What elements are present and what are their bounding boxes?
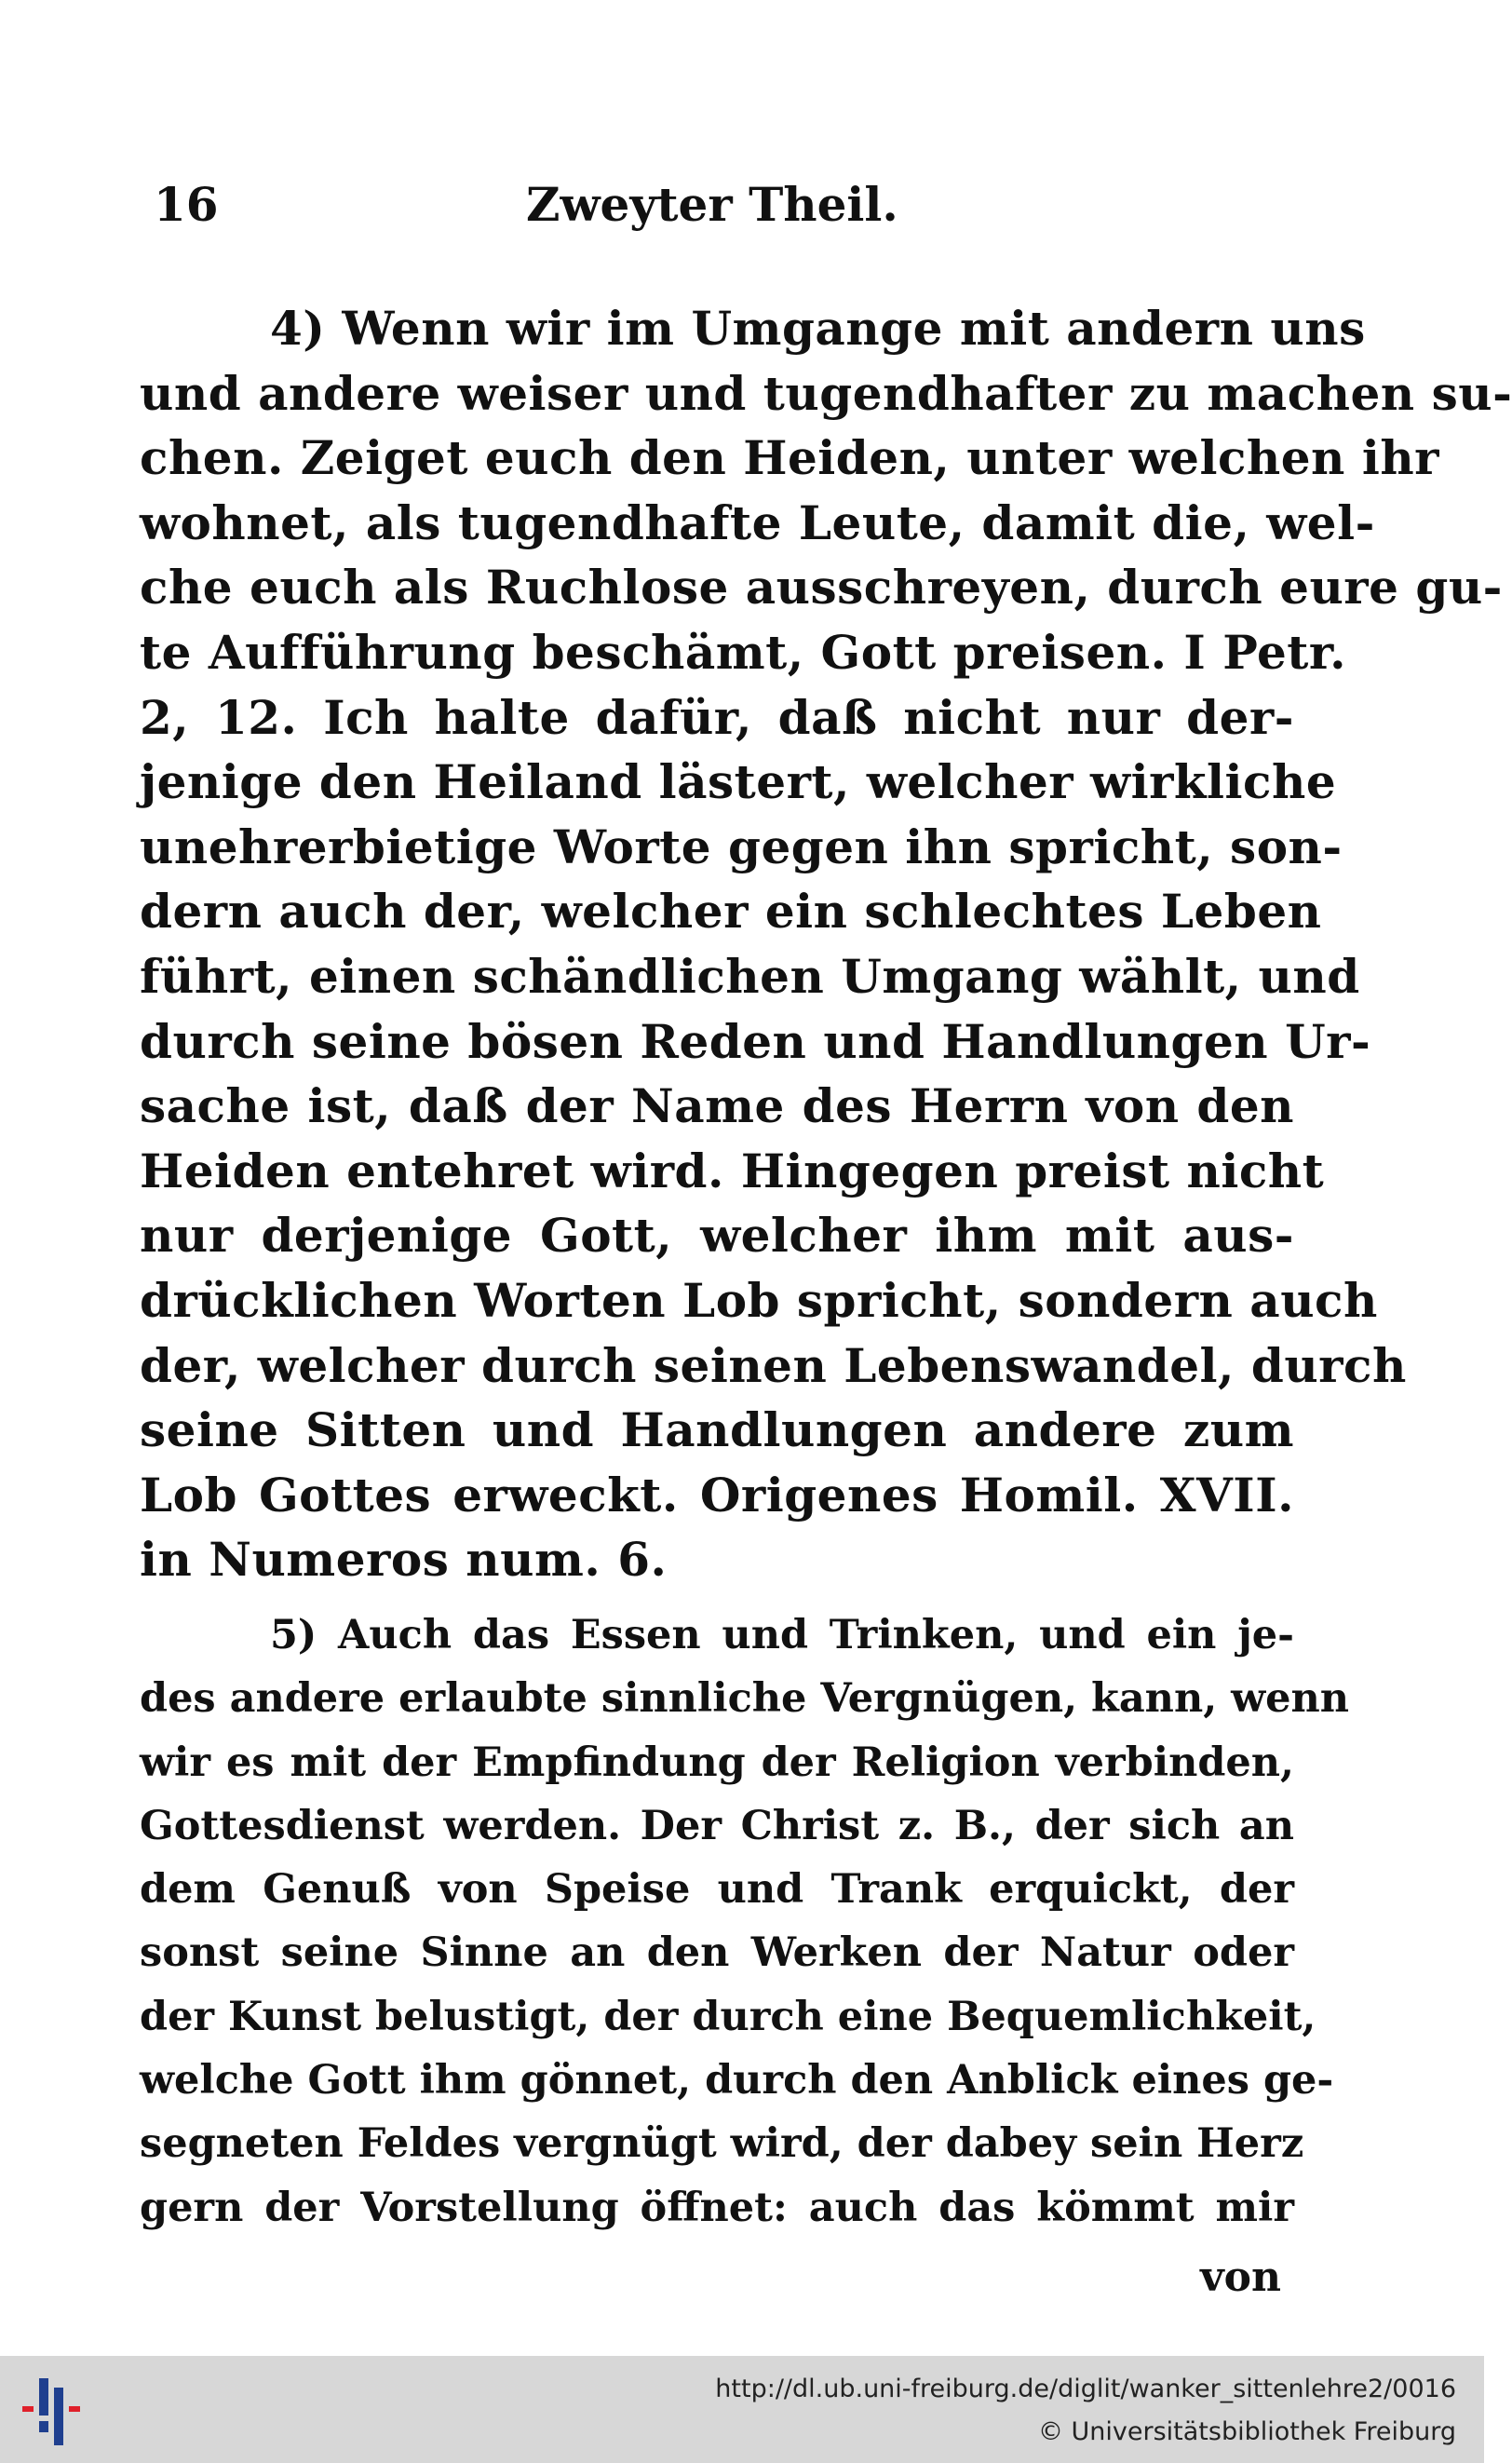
text-line: und andere weiser und tugendhafter zu machen su-: [140, 365, 1512, 421]
text-line: Lob Gottes erweckt. Origenes Homil. XVII.: [140, 1467, 1294, 1522]
text-line: che euch als Ruchlose ausschreyen, durch eure gu-: [140, 560, 1503, 616]
text-line: seine Sitten und Handlungen andere zum: [140, 1402, 1294, 1458]
ub-freiburg-logo-icon: [17, 2375, 101, 2449]
catchword: von: [1200, 2253, 1281, 2301]
text-line: jenige den Heiland lästert, welcher wirkliche: [140, 754, 1337, 810]
text-line: wohnet, als tugendhafte Leute, damit die, wel-: [140, 494, 1375, 550]
text-line: welche Gott ihm gönnet, durch den Anblick eines ge-: [140, 2057, 1334, 2104]
text-line: unehrerbietige Worte gegen ihn spricht, son-: [140, 819, 1343, 874]
text-line: der Kunst belustigt, der durch eine Bequemlichkeit,: [140, 1993, 1316, 2040]
text-line: sonst seine Sinne an den Werken der Natur oder: [140, 1929, 1294, 1977]
text-line: wir es mit der Empfindung der Religion verbinden,: [140, 1739, 1294, 1786]
text-line: 4) Wenn wir im Umgange mit andern uns: [270, 301, 1366, 356]
text-line: durch seine bösen Reden und Handlungen Ur-: [140, 1013, 1371, 1069]
paragraph-5: [140, 1604, 1350, 2240]
text-line: te Aufführung beschämt, Gott preisen. I Petr.: [140, 624, 1347, 680]
running-head: Zweyter Theil.: [526, 177, 898, 232]
permalink-url[interactable]: http://dl.ub.uni-freiburg.de/diglit/wanker_sittenlehre2/0016: [715, 2375, 1456, 2403]
text-line: segneten Feldes vergnügt wird, der dabey sein Herz: [140, 2120, 1304, 2168]
text-line: chen. Zeiget euch den Heiden, unter welchen ihr: [140, 430, 1440, 486]
text-line: Gottesdienst werden. Der Christ z. B., der sich an: [140, 1802, 1294, 1849]
text-line: des andere erlaubte sinnliche Vergnügen, kann, wenn: [140, 1675, 1350, 1723]
text-line: dern auch der, welcher ein schlechtes Leben: [140, 884, 1322, 940]
viewer-footer: [0, 2356, 1484, 2463]
page-header: [154, 177, 1308, 251]
text-line: 2, 12. Ich halte dafür, daß nicht nur der-: [140, 689, 1294, 745]
text-line: der, welcher durch seinen Lebenswandel, durch: [140, 1337, 1407, 1393]
text-line: Heiden entehret wird. Hingegen preist nicht: [140, 1143, 1325, 1198]
text-line: 5) Auch das Essen und Trinken, und ein je-: [270, 1612, 1294, 1658]
page-number: 16: [154, 177, 219, 232]
text-line: dem Genuß von Speise und Trank erquickt, der: [140, 1866, 1294, 1914]
text-line: nur derjenige Gott, welcher ihm mit aus-: [140, 1208, 1294, 1264]
paragraph-4: [140, 296, 1512, 1592]
text-line: führt, einen schändlichen Umgang wählt, und: [140, 948, 1360, 1004]
text-line: in Numeros num. 6.: [140, 1532, 668, 1588]
text-line: sache ist, daß der Name des Herrn von den: [140, 1078, 1294, 1134]
copyright-notice: © Universitätsbibliothek Freiburg: [1037, 2417, 1456, 2446]
text-line: gern der Vorstellung öffnet: auch das kömmt mir: [140, 2184, 1294, 2231]
text-line: drücklichen Worten Lob spricht, sondern auch: [140, 1272, 1378, 1328]
